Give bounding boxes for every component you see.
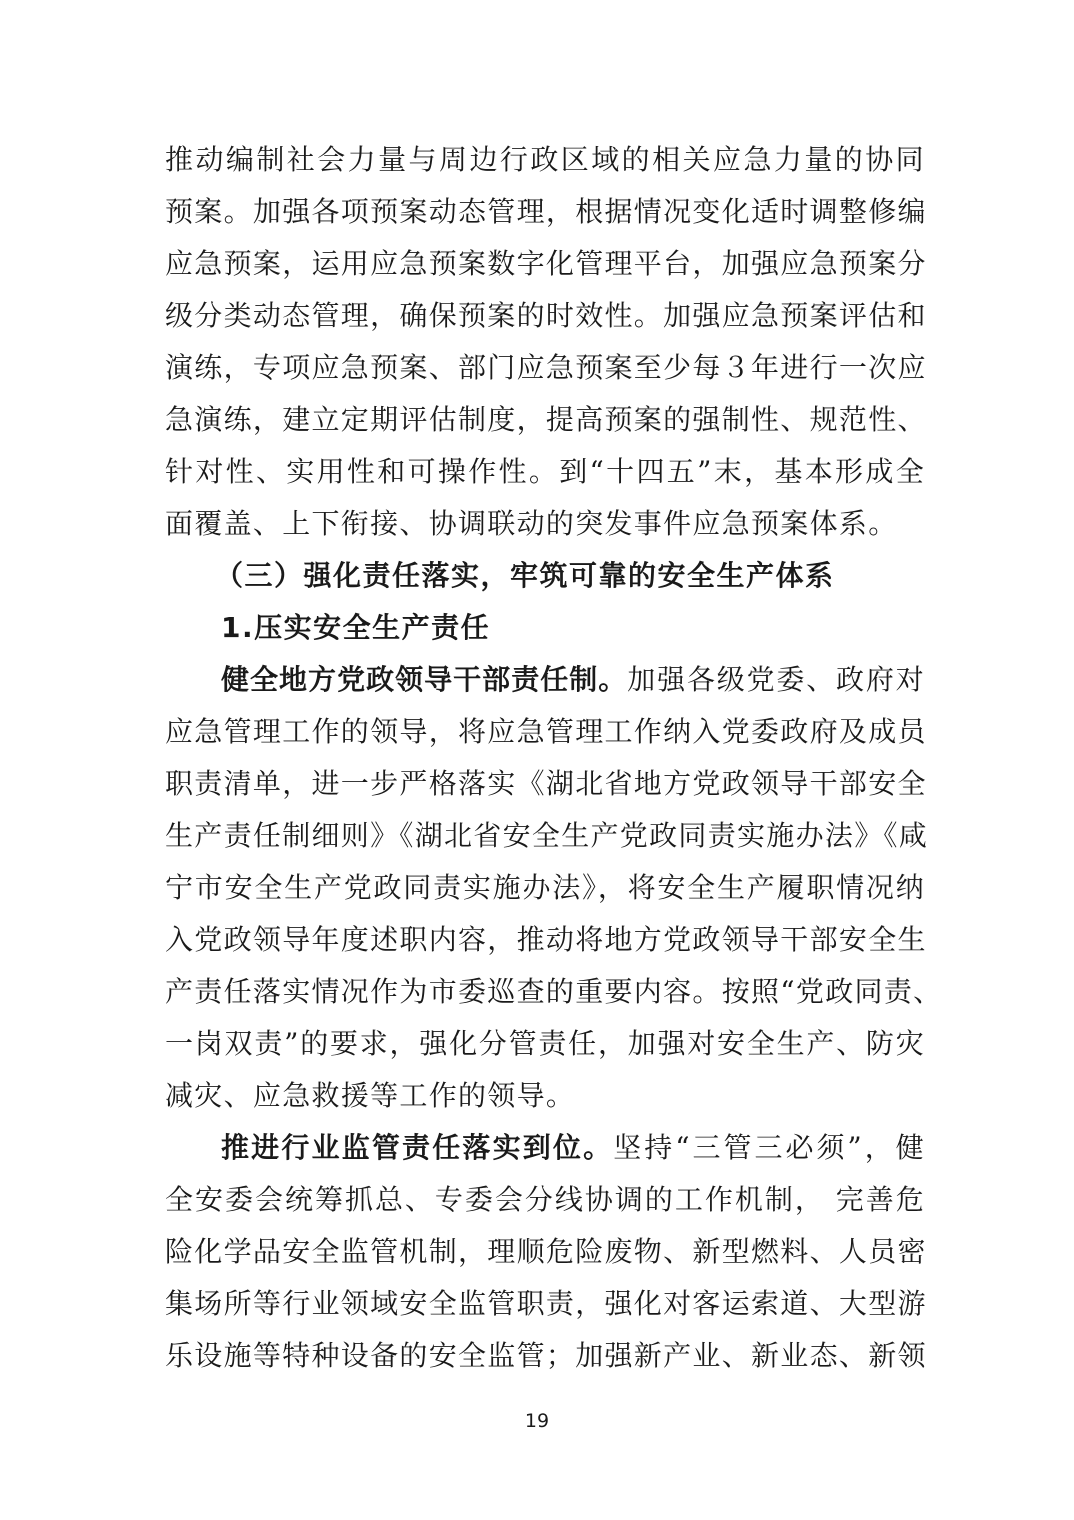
text-line: 乐设施等特种设备的安全监管；加强新产业、新业态、新领 — [165, 1339, 927, 1372]
page-number: 19 — [524, 1410, 550, 1432]
text-line: 推动编制社会力量与周边行政区域的相关应急力量的协同 — [165, 143, 925, 176]
paragraph-lead: 健全地方党政领导干部责任制。 — [221, 663, 628, 696]
paragraph-first-line — [221, 1122, 925, 1174]
text-line: 职责清单，进一步严格落实《湖北省地方党政领导干部安全 — [165, 767, 927, 800]
text-line: 入党政领导年度述职内容，推动将地方党政领导干部安全生 — [165, 923, 927, 956]
text-line: 面覆盖、上下衔接、协调联动的突发事件应急预案体系。 — [165, 507, 898, 540]
text-line: 演练，专项应急预案、部门应急预案至少每３年进行一次应 — [165, 351, 927, 384]
text-line: 减灾、应急救援等工作的领导。 — [165, 1079, 576, 1112]
text-line: 应急预案，运用应急预案数字化管理平台，加强应急预案分 — [165, 247, 927, 280]
subsection-heading: 1.压实安全生产责任 — [221, 611, 491, 644]
paragraph-lead-rest: 坚持“三管三必须”，健 — [613, 1131, 925, 1164]
section-heading: （三）强化责任落实，牢筑可靠的安全生产体系 — [215, 559, 835, 592]
text-line: 应急管理工作的领导，将应急管理工作纳入党委政府及成员 — [165, 715, 927, 748]
text-line: 级分类动态管理，确保预案的时效性。加强应急预案评估和 — [165, 299, 927, 332]
text-line: 集场所等行业领域安全监管职责，强化对客运索道、大型游 — [165, 1287, 927, 1320]
text-line: 急演练，建立定期评估制度，提高预案的强制性、规范性、 — [165, 403, 927, 436]
text-line: 预案。加强各项预案动态管理，根据情况变化适时调整修编 — [165, 195, 927, 228]
text-line: 全安委会统筹抓总、专委会分线协调的工作机制， 完善危 — [165, 1183, 925, 1216]
text-line: 针对性、实用性和可操作性。到“十四五”末，基本形成全 — [165, 455, 925, 488]
text-line: 一岗双责”的要求，强化分管责任，加强对安全生产、防灾 — [165, 1027, 925, 1060]
text-line: 险化学品安全监管机制，理顺危险废物、新型燃料、人员密 — [165, 1235, 927, 1268]
text-line: 宁市安全生产党政同责实施办法》，将安全生产履职情况纳 — [165, 871, 925, 904]
paragraph-lead-rest: 加强各级党委、政府对 — [627, 663, 925, 696]
text-line: 生产责任制细则》《湖北省安全生产党政同责实施办法》《咸 — [165, 819, 929, 852]
paragraph-first-line — [221, 654, 925, 706]
text-line: 产责任落实情况作为市委巡查的重要内容。按照“党政同责、 — [165, 975, 943, 1008]
paragraph-lead: 推进行业监管责任落实到位。 — [221, 1131, 614, 1164]
